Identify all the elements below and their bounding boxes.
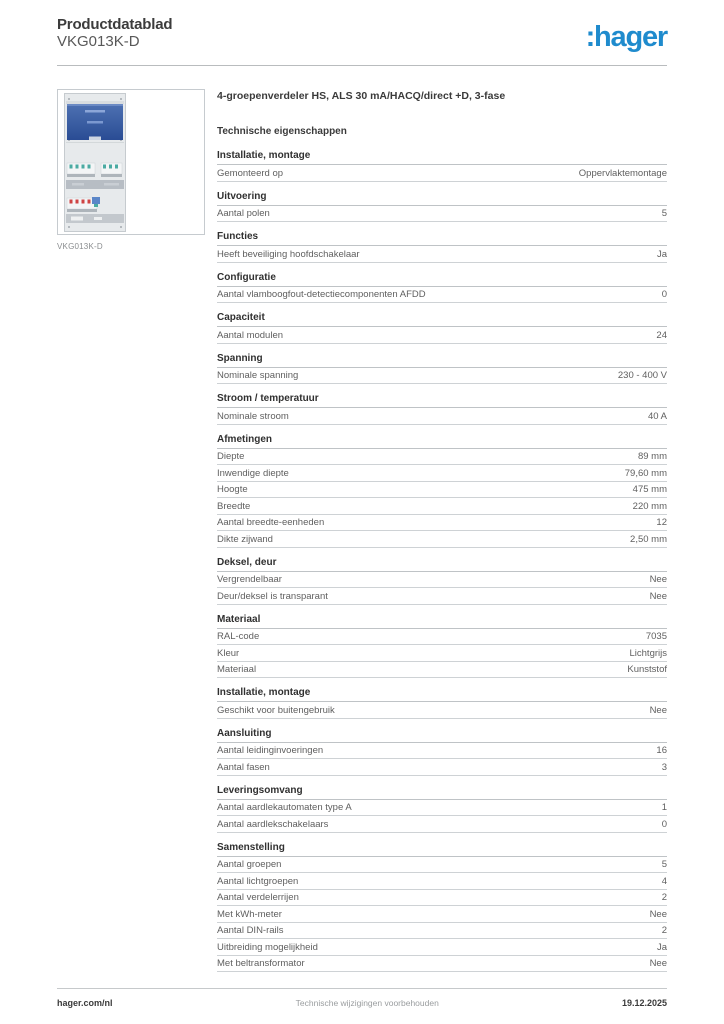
spec-value: 24 — [656, 329, 667, 341]
spec-row — [217, 408, 667, 425]
spec-section-title: Materiaal — [217, 614, 667, 629]
spec-label: Gemonteerd op — [217, 167, 284, 179]
spec-label: Nominale stroom — [217, 410, 289, 422]
spec-section-title: Stroom / temperatuur — [217, 393, 667, 408]
spec-label: Aantal breedte-eenheden — [217, 517, 325, 528]
spec-value: Nee — [649, 704, 667, 716]
spec-value: Ja — [656, 941, 667, 953]
product-title: 4-groepenverdeler HS, ALS 30 mA/HACQ/direct +D, 3-fase — [217, 90, 506, 102]
spec-row — [217, 287, 667, 304]
spec-section — [217, 842, 667, 973]
hager-logo: :hager — [585, 21, 667, 53]
spec-label: Aantal vlamboogfout-detectiecomponenten AFDD — [217, 289, 426, 300]
product-image-frame — [57, 89, 205, 235]
spec-row — [217, 588, 667, 605]
spec-section-title: Samenstelling — [217, 842, 667, 857]
spec-label: Aantal leidinginvoeringen — [217, 745, 324, 756]
spec-label: Nominale spanning — [217, 370, 299, 381]
spec-value: 475 mm — [632, 484, 667, 495]
spec-label: Hoogte — [217, 484, 248, 495]
spec-section-title: Functies — [217, 231, 667, 246]
spec-sections — [217, 150, 667, 972]
spec-value: 12 — [656, 517, 667, 528]
spec-label: Met beltransformator — [217, 958, 305, 969]
spec-value: 2,50 mm — [630, 533, 667, 545]
distribution-board-image — [63, 93, 127, 232]
spec-value: 1 — [661, 802, 667, 813]
spec-label: Aantal modulen — [217, 329, 284, 341]
spec-section — [217, 434, 667, 548]
spec-row — [217, 890, 667, 907]
spec-rows — [217, 702, 667, 719]
spec-label: Aantal groepen — [217, 859, 282, 870]
spec-section — [217, 191, 667, 223]
page-footer — [57, 988, 667, 1008]
spec-section-title: Afmetingen — [217, 434, 667, 449]
spec-rows — [217, 327, 667, 344]
spec-rows — [217, 287, 667, 304]
header-titles — [57, 16, 172, 50]
spec-section-title: Installatie, montage — [217, 687, 667, 702]
footer-website: hager.com/nl — [57, 998, 113, 1008]
spec-section — [217, 231, 667, 263]
spec-row — [217, 482, 667, 499]
spec-label: Aantal lichtgroepen — [217, 875, 299, 887]
spec-value: Nee — [649, 574, 667, 585]
spec-value: 79,60 mm — [624, 467, 667, 479]
spec-row — [217, 629, 667, 646]
spec-value: 5 — [661, 859, 667, 870]
spec-rows — [217, 165, 667, 182]
footer-disclaimer: Technische wijzigingen voorbehouden — [295, 998, 439, 1008]
spec-section-title: Aansluiting — [217, 728, 667, 743]
spec-label: Heeft beveiliging hoofdschakelaar — [217, 248, 360, 260]
spec-row — [217, 327, 667, 344]
spec-rows — [217, 408, 667, 425]
spec-row — [217, 515, 667, 532]
footer-date: 19.12.2025 — [621, 998, 667, 1008]
spec-value: 3 — [661, 761, 667, 773]
spec-rows — [217, 449, 667, 548]
spec-rows — [217, 246, 667, 263]
spec-row — [217, 531, 667, 548]
spec-row — [217, 939, 667, 956]
spec-section — [217, 272, 667, 304]
spec-value: 220 mm — [632, 500, 667, 512]
spec-row — [217, 906, 667, 923]
spec-value: Nee — [649, 908, 667, 920]
spec-row — [217, 449, 667, 466]
spec-row — [217, 923, 667, 940]
spec-row — [217, 246, 667, 263]
spec-label: Breedte — [217, 500, 251, 512]
spec-value: Lichtgrijs — [629, 647, 667, 659]
spec-label: Aantal polen — [217, 208, 270, 219]
spec-section-title: Configuratie — [217, 272, 667, 287]
spec-value: 40 A — [647, 410, 667, 422]
spec-label: Aantal aardlekautomaten type A — [217, 802, 352, 813]
spec-label: Met kWh-meter — [217, 908, 282, 920]
spec-section-title: Capaciteit — [217, 312, 667, 327]
product-code: VKG013K-D — [57, 33, 140, 50]
spec-row — [217, 206, 667, 223]
spec-row — [217, 873, 667, 890]
doc-type-title: Productdatablad — [57, 16, 173, 33]
spec-section — [217, 614, 667, 679]
spec-row — [217, 368, 667, 385]
main-content — [57, 89, 667, 981]
spec-label: Vergrendelbaar — [217, 574, 282, 585]
spec-section — [217, 393, 667, 425]
spec-label: Aantal DIN-rails — [217, 925, 284, 936]
spec-rows — [217, 629, 667, 679]
spec-row — [217, 465, 667, 482]
specs-column — [217, 89, 667, 981]
spec-section-title: Uitvoering — [217, 191, 667, 206]
spec-value: Nee — [649, 958, 667, 969]
spec-value: 2 — [661, 925, 667, 936]
spec-section-title: Spanning — [217, 353, 667, 368]
spec-section — [217, 150, 667, 182]
spec-section — [217, 312, 667, 344]
spec-label: Inwendige diepte — [217, 467, 289, 479]
specs-heading: Technische eigenschappen — [217, 126, 347, 137]
spec-row — [217, 645, 667, 662]
spec-label: RAL-code — [217, 631, 260, 642]
spec-label: Diepte — [217, 451, 245, 462]
spec-label: Deur/deksel is transparant — [217, 590, 328, 602]
product-image-caption: VKG013K-D — [57, 242, 103, 251]
spec-rows — [217, 572, 667, 605]
spec-label: Aantal verdelerrijen — [217, 892, 299, 903]
spec-rows — [217, 800, 667, 833]
spec-row — [217, 857, 667, 874]
spec-value: 16 — [656, 745, 667, 756]
spec-value: 5 — [661, 208, 667, 219]
product-figure-column — [57, 89, 217, 981]
spec-section — [217, 687, 667, 719]
spec-section — [217, 353, 667, 385]
spec-value: 2 — [661, 892, 667, 903]
spec-value: 7035 — [645, 631, 667, 642]
spec-rows — [217, 857, 667, 973]
spec-label: Aantal aardlekschakelaars — [217, 818, 329, 830]
spec-rows — [217, 206, 667, 223]
spec-section-title: Deksel, deur — [217, 557, 667, 572]
spec-value: Kunststof — [627, 664, 667, 675]
spec-row — [217, 498, 667, 515]
page-header — [57, 0, 667, 66]
spec-label: Materiaal — [217, 664, 257, 675]
spec-rows — [217, 743, 667, 776]
spec-label: Uitbreiding mogelijkheid — [217, 941, 318, 953]
spec-row — [217, 572, 667, 589]
spec-row — [217, 165, 667, 182]
spec-row — [217, 743, 667, 760]
spec-label: Aantal fasen — [217, 761, 270, 773]
spec-label: Kleur — [217, 647, 240, 659]
spec-value: Ja — [656, 248, 667, 260]
spec-row — [217, 702, 667, 719]
spec-row — [217, 800, 667, 817]
spec-section — [217, 785, 667, 833]
spec-section-title: Leveringsomvang — [217, 785, 667, 800]
spec-value: 0 — [661, 818, 667, 830]
spec-rows — [217, 368, 667, 385]
spec-row — [217, 759, 667, 776]
spec-value: 0 — [661, 289, 667, 300]
spec-value: Oppervlaktemontage — [578, 167, 667, 179]
spec-label: Geschikt voor buitengebruik — [217, 704, 335, 716]
spec-value: 230 - 400 V — [617, 370, 667, 381]
spec-label: Dikte zijwand — [217, 533, 273, 545]
spec-value: 4 — [661, 875, 667, 887]
spec-value: Nee — [649, 590, 667, 602]
spec-section — [217, 557, 667, 605]
spec-section-title: Installatie, montage — [217, 150, 667, 165]
spec-section — [217, 728, 667, 776]
spec-row — [217, 956, 667, 973]
spec-value: 89 mm — [637, 451, 667, 462]
spec-row — [217, 816, 667, 833]
spec-row — [217, 662, 667, 679]
